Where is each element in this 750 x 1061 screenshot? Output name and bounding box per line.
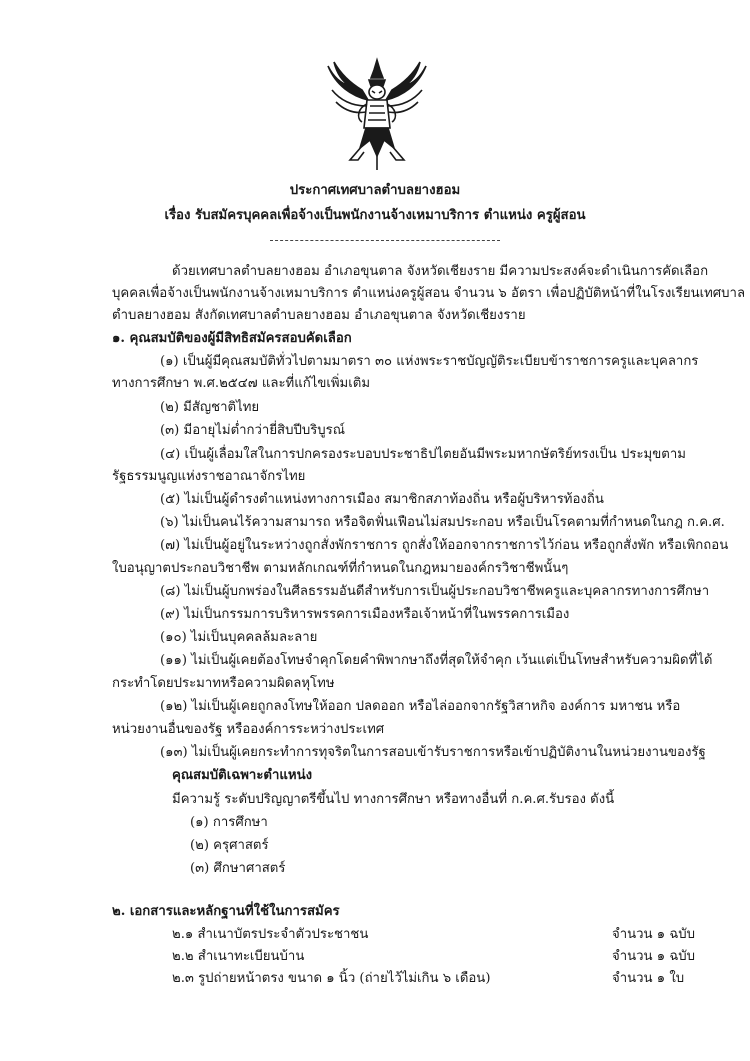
qualification-item: (๑๒) ไม่เป็นผู้เคยถูกลงโทษให้ออก ปลดออก หรือไล่ออกจากรัฐวิสาหกิจ องค์การ มหาชน หรือ	[160, 699, 681, 714]
qualification-item: รัฐธรรมนูญแห่งราชอาณาจักรไทย	[112, 469, 306, 484]
specific-qualification-text: มีความรู้ ระดับปริญญาตรีขึ้นไป ทางการศึกษา หรือทางอื่นที่ ก.ค.ศ.รับรอง ดังนี้	[172, 792, 615, 807]
qualification-item: (๓) มีอายุไม่ต่ำกว่ายี่สิบปีบริบูรณ์	[160, 423, 345, 438]
qualification-item: (๖) ไม่เป็นคนไร้ความสามารถ หรือจิตฟั่นเฟือนไม่สมประกอบ หรือเป็นโรคตามที่กำหนดในกฎ ก.ค.ศ.	[160, 515, 725, 530]
major-item: (๒) ครุศาสตร์	[190, 838, 269, 853]
specific-qualification-heading: คุณสมบัติเฉพาะตำแหน่ง	[172, 768, 313, 783]
intro-line-1: ด้วยเทศบาลตำบลยางฮอม อำเภอขุนตาล จังหวัดเชียงราย มีความประสงค์จะดำเนินการคัดเลือก	[172, 264, 709, 279]
announcement-title: ประกาศเทศบาลตำบลยางฮอม	[289, 183, 461, 198]
qualification-item: (๒) มีสัญชาติไทย	[160, 400, 260, 415]
intro-line-3: ตำบลยางฮอม สังกัดเทศบาลตำบลยางฮอม อำเภอขุนตาล จังหวัดเชียงราย	[112, 308, 526, 323]
garuda-emblem	[322, 56, 432, 174]
qualification-item: (๑) เป็นผู้มีคุณสมบัติทั่วไปตามมาตรา ๓๐ แห่งพระราชบัญญัติระเบียบข้าราชการครูและบุคลากร	[160, 354, 699, 369]
qualification-item: หน่วยงานอื่นของรัฐ หรือองค์การระหว่างประเทศ	[112, 722, 385, 737]
document-quantity: จำนวน ๑ ฉบับ	[612, 927, 696, 942]
document-quantity: จำนวน ๑ ฉบับ	[612, 949, 696, 964]
header-divider	[270, 240, 500, 241]
section2-heading: ๒. เอกสารและหลักฐานที่ใช้ในการสมัคร	[112, 904, 340, 919]
major-item: (๓) ศึกษาศาสตร์	[190, 861, 286, 876]
qualification-item: (๗) ไม่เป็นผู้อยู่ในระหว่างถูกสั่งพักราชการ ถูกสั่งให้ออกจากราชการไว้ก่อน หรือถูกสั่งพัก หรือเพิกถอน	[160, 538, 729, 553]
section1-heading: ๑. คุณสมบัติของผู้มีสิทธิสมัครสอบคัดเลือก	[112, 331, 352, 346]
qualification-item: ทางการศึกษา พ.ศ.๒๕๔๗ และที่แก้ไขเพิ่มเติม	[112, 376, 371, 391]
intro-line-2: บุคคลเพื่อจ้างเป็นพนักงานจ้างเหมาบริการ ตำแหน่งครูผู้สอน จำนวน ๖ อัตรา เพื่อปฏิบัติหน้าที่ในโรงเรียนเทศบาล	[112, 286, 746, 301]
document-quantity: จำนวน ๑ ใบ	[612, 971, 685, 986]
major-item: (๑) การศึกษา	[190, 815, 268, 830]
document-item: ๒.๓ รูปถ่ายหน้าตรง ขนาด ๑ นิ้ว (ถ่ายไว้ไม่เกิน ๖ เดือน)	[172, 971, 491, 986]
qualification-item: (๑๓) ไม่เป็นผู้เคยกระทำการทุจริตในการสอบเข้ารับราชการหรือเข้าปฏิบัติงานในหน่วยงานของรัฐ	[160, 745, 706, 760]
qualification-item: (๕) ไม่เป็นผู้ดำรงตำแหน่งทางการเมือง สมาชิกสภาท้องถิ่น หรือผู้บริหารท้องถิ่น	[160, 492, 604, 507]
qualification-item: (๑๑) ไม่เป็นผู้เคยต้องโทษจำคุกโดยคำพิพากษาถึงที่สุดให้จำคุก เว้นแต่เป็นโทษสำหรับความผิดที่ได้	[160, 653, 713, 668]
document-item: ๒.๒ สำเนาทะเบียนบ้าน	[172, 949, 305, 964]
qualification-item: (๙) ไม่เป็นกรรมการบริหารพรรคการเมืองหรือเจ้าหน้าที่ในพรรคการเมือง	[160, 607, 570, 622]
qualification-item: (๘) ไม่เป็นผู้บกพร่องในศีลธรรมอันดีสำหรับการเป็นผู้ประกอบวิชาชีพครูและบุคลากรทางการศึกษา	[160, 584, 710, 599]
announcement-subject: เรื่อง รับสมัครบุคคลเพื่อจ้างเป็นพนักงานจ้างเหมาบริการ ตำแหน่ง ครูผู้สอน	[164, 208, 586, 223]
qualification-item: กระทำโดยประมาทหรือความผิดลหุโทษ	[112, 676, 335, 691]
qualification-item: (๔) เป็นผู้เลื่อมใสในการปกครองระบอบประชาธิปไตยอันมีพระมหากษัตริย์ทรงเป็น ประมุขตาม	[160, 447, 686, 462]
document-item: ๒.๑ สำเนาบัตรประจำตัวประชาชน	[172, 927, 369, 942]
qualification-item: (๑๐) ไม่เป็นบุคคลล้มละลาย	[160, 630, 318, 645]
qualification-item: ใบอนุญาตประกอบวิชาชีพ ตามหลักเกณฑ์ที่กำหนดในกฎหมายองค์กรวิชาชีพนั้นๆ	[112, 561, 569, 576]
